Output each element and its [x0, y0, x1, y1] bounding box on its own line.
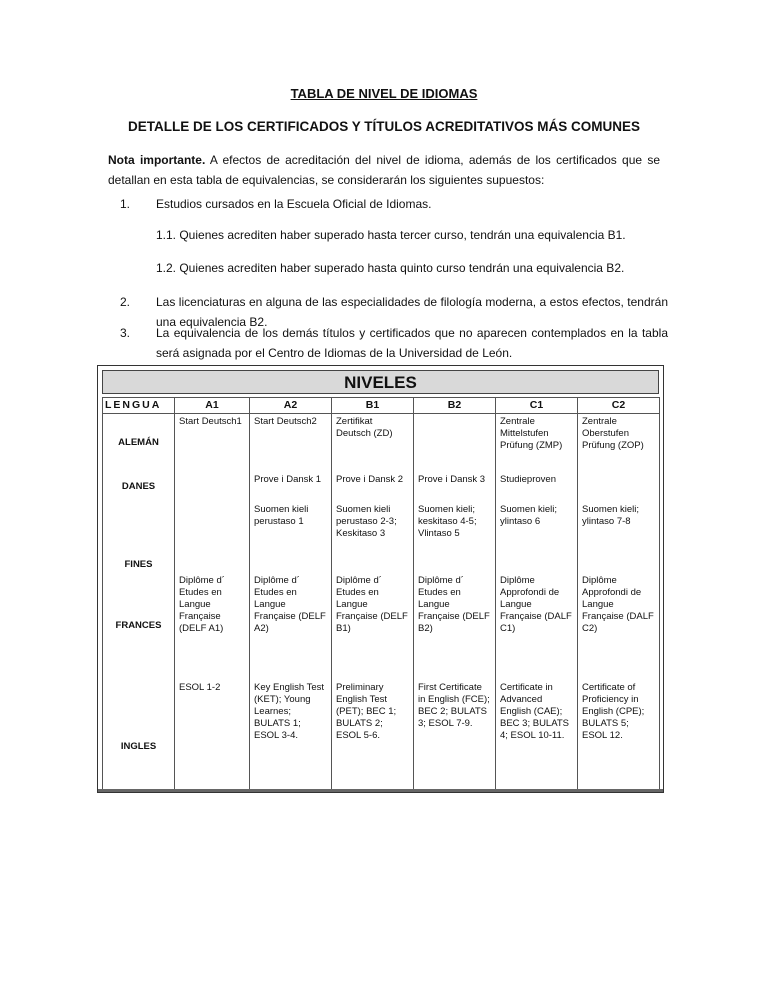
- table-cell: Suomen kieli; keskitaso 4-5; Vlintaso 5: [414, 502, 496, 573]
- table-cell: Certificate in Advanced English (CAE); BEC 3; BULATS 4; ESOL 10-11.: [496, 680, 578, 794]
- intro-paragraph: [108, 150, 660, 190]
- niveles-heading: NIVELES: [102, 370, 659, 394]
- table-row: [103, 573, 660, 680]
- table-cell: [414, 414, 496, 472]
- table-cell: Key English Test (KET); Young Learnes; BULATS 1; ESOL 3-4.: [250, 680, 332, 794]
- table-cell: Diplôme Approfondi de Langue Française (DALF C1): [496, 573, 578, 680]
- table-row: [103, 414, 660, 472]
- table-cell: Suomen kieli perustaso 1: [250, 502, 332, 573]
- language-cell: FRANCES: [103, 573, 175, 680]
- intro-text: A efectos de acreditación del nivel de idioma, además de los certificados que se detallan en esta tabla de equivalencias, se considerarán los siguientes supuestos:: [108, 153, 660, 187]
- language-cell: FINES: [103, 502, 175, 573]
- subitem-1-1: 1.1. Quienes acrediten haber superado hasta tercer curso, tendrán una equivalencia B1.: [156, 228, 626, 242]
- table-cell: Start Deutsch2: [250, 414, 332, 472]
- column-header: A2: [250, 398, 332, 414]
- table-cell: [175, 472, 250, 502]
- list-text: Estudios cursados en la Escuela Oficial de Idiomas.: [156, 197, 432, 211]
- table-cell: Diplôme d´ Etudes en Langue Française (DELF A1): [175, 573, 250, 680]
- table-cell: Start Deutsch1: [175, 414, 250, 472]
- table-cell: Zertifikat Deutsch (ZD): [332, 414, 414, 472]
- table-cell: Prove i Dansk 2: [332, 472, 414, 502]
- table-cell: First Certificate in English (FCE); BEC 2; BULATS 3; ESOL 7-9.: [414, 680, 496, 794]
- table-cell: Prove i Dansk 3: [414, 472, 496, 502]
- list-text: La equivalencia de los demás títulos y certificados que no aparecen contemplados en la tabla será asignada por el Centro de Idiomas de la Universidad de León.: [156, 326, 668, 360]
- page-title: TABLA DE NIVEL DE IDIOMAS: [290, 86, 478, 101]
- table-cell: Studieproven: [496, 472, 578, 502]
- table-cell: Diplôme d´ Etudes en Langue Française (DELF B2): [414, 573, 496, 680]
- subitem-1-2: 1.2. Quienes acrediten haber superado hasta quinto curso tendrán una equivalencia B2.: [156, 261, 625, 275]
- table-cell: Diplôme d´ Etudes en Langue Française (DELF B1): [332, 573, 414, 680]
- levels-table: [102, 397, 660, 793]
- table-cell: Diplôme Approfondi de Langue Française (DALF C2): [578, 573, 660, 680]
- column-header: LENGUA: [103, 398, 175, 414]
- list-number: 3.: [120, 326, 131, 340]
- table-header-row: [103, 398, 660, 414]
- intro-bold: Nota importante.: [108, 153, 206, 167]
- table-cell: Suomen kieli perustaso 2-3; Keskitaso 3: [332, 502, 414, 573]
- table-cell: Preliminary English Test (PET); BEC 1; BULATS 2; ESOL 5-6.: [332, 680, 414, 794]
- list-number: 1.: [120, 197, 131, 211]
- list-item-1: [108, 194, 668, 214]
- column-header: A1: [175, 398, 250, 414]
- table-cell: Prove i Dansk 1: [250, 472, 332, 502]
- table-cell: Zentrale Mittelstufen Prüfung (ZMP): [496, 414, 578, 472]
- table-cell: ESOL 1-2: [175, 680, 250, 794]
- list-number: 2.: [120, 295, 131, 309]
- table-cell: [175, 502, 250, 573]
- table-cell: Suomen kieli; ylintaso 7-8: [578, 502, 660, 573]
- column-header: B2: [414, 398, 496, 414]
- table-row: [103, 680, 660, 794]
- table-cell: Diplôme d´ Etudes en Langue Française (DELF A2): [250, 573, 332, 680]
- language-cell: DANES: [103, 472, 175, 502]
- column-header: B1: [332, 398, 414, 414]
- list-text: Las licenciaturas en alguna de las especialidades de filología moderna, a estos efectos, tendrán una equivalencia B2.: [156, 295, 668, 329]
- list-item-3: [108, 323, 668, 363]
- page-subtitle: DETALLE DE LOS CERTIFICADOS Y TÍTULOS ACREDITATIVOS MÁS COMUNES: [127, 119, 641, 134]
- column-header: C2: [578, 398, 660, 414]
- column-header: C1: [496, 398, 578, 414]
- table-cell: Suomen kieli; ylintaso 6: [496, 502, 578, 573]
- table-row: [103, 502, 660, 573]
- table-row: [103, 472, 660, 502]
- table-cell: Zentrale Oberstufen Prüfung (ZOP): [578, 414, 660, 472]
- language-cell: ALEMÁN: [103, 414, 175, 472]
- table-cell: Certificate of Proficiency in English (CPE); BULATS 5; ESOL 12.: [578, 680, 660, 794]
- levels-table-frame: [97, 365, 664, 793]
- language-cell: INGLES: [103, 680, 175, 794]
- table-cell: [578, 472, 660, 502]
